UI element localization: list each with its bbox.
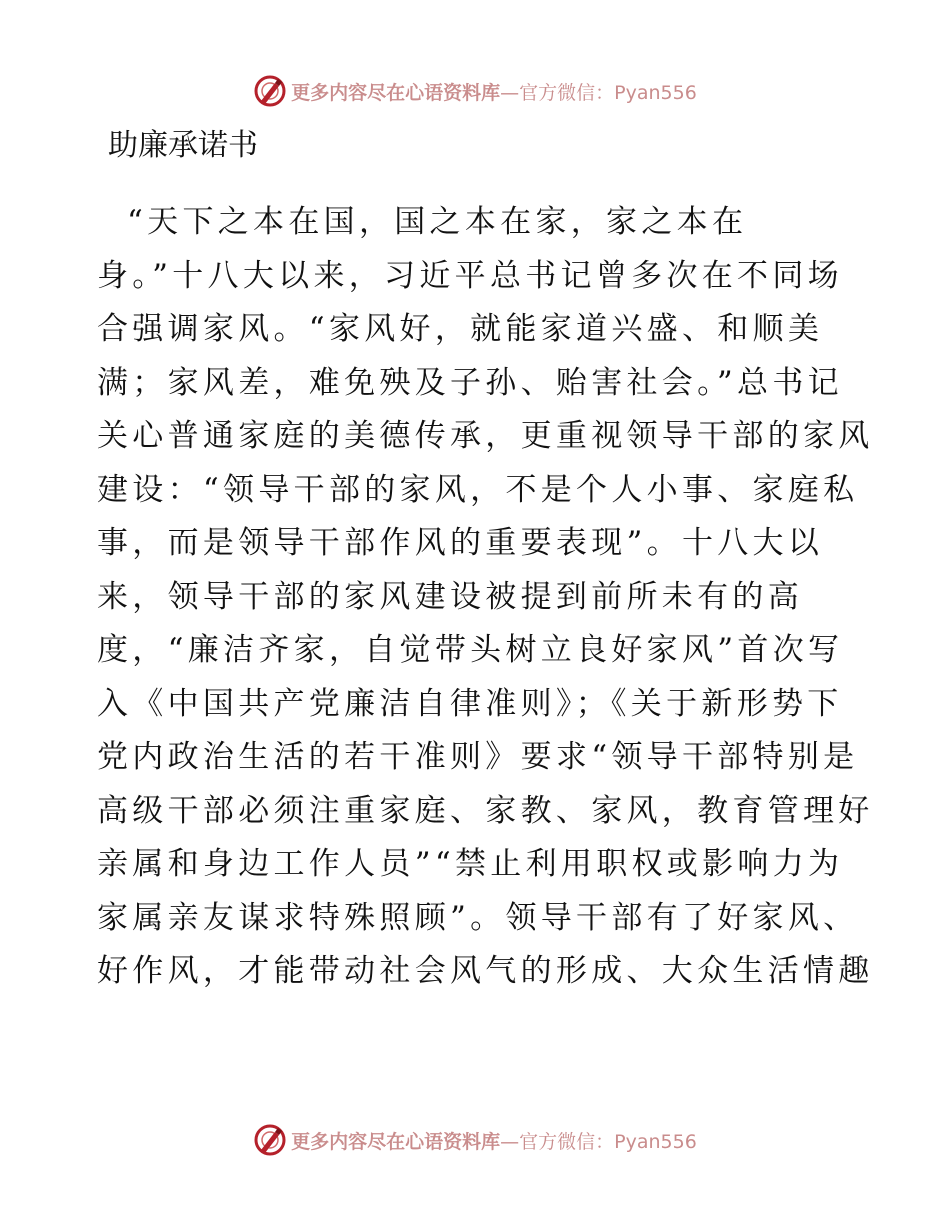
body-line: 亲属和身边工作人员”“禁止利用职权或影响力为 [97, 846, 844, 882]
body-line: 身。”十八大以来，习近平总书记曾多次在不同场 [97, 257, 843, 294]
header-wechat-text: —官方微信：Pyan556 [500, 81, 697, 104]
document-body [97, 196, 874, 999]
body-line: 入《中国共产党廉洁自律准则》；《关于新形势下 [97, 685, 843, 722]
body-line: “天下之本在国，国之本在家，家之本在 [127, 204, 748, 240]
body-line: 来，领导干部的家风建设被提到前所未有的高 [97, 578, 803, 615]
footer-wechat-text: —官方微信：Pyan556 [500, 1130, 697, 1153]
body-line: 党内政治生活的若干准则》要求“领导干部特别是 [97, 739, 859, 775]
body-line: 高级干部必须注重家庭、家教、家风，教育管理好 [97, 792, 874, 829]
body-line: 满；家风差，难免殃及子孙、贻害社会。”总书记 [97, 364, 843, 401]
body-line: 建设：“领导干部的家风，不是个人小事、家庭私 [97, 471, 859, 508]
pen-seal-icon [253, 1123, 287, 1157]
document-title: 助廉承诺书 [108, 128, 258, 163]
body-line: 合强调家风。“家风好，就能家道兴盛、和顺美 [97, 311, 824, 347]
body-line: 度，“廉洁齐家，自觉带头树立良好家风”首次写 [97, 632, 844, 668]
pen-seal-icon [253, 74, 287, 108]
header-banner [0, 71, 950, 111]
header-promo-text: 更多内容尽在心语资料库 [291, 81, 501, 104]
body-line: 家属亲友谋求特殊照顾”。领导干部有了好家风、 [97, 899, 859, 936]
body-line: 关心普通家庭的美德传承，更重视领导干部的家风 [97, 418, 874, 454]
footer-banner [0, 1120, 950, 1160]
body-line: 好作风，才能带动社会风气的形成、大众生活情趣 [97, 953, 874, 989]
footer-promo-text: 更多内容尽在心语资料库 [291, 1130, 501, 1153]
body-line: 事，而是领导干部作风的重要表现”。十八大以 [97, 525, 824, 561]
